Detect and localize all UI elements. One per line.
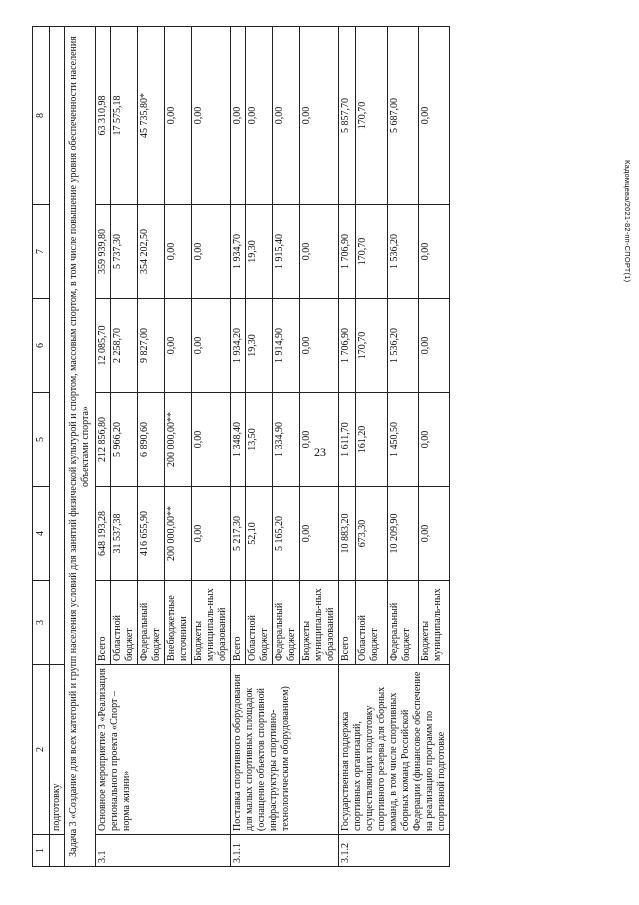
header-cell: 5 xyxy=(33,393,50,487)
table-body xyxy=(33,27,450,867)
table-row xyxy=(339,27,356,867)
page-number: 23 xyxy=(314,445,326,459)
amount-cell: 200 000,00** xyxy=(165,487,192,581)
amount-cell: 63 310,98 xyxy=(96,27,111,205)
amount-cell: 5 966,20 xyxy=(111,393,138,487)
amount-cell: 416 655,90 xyxy=(138,487,165,581)
amount-cell: 354 202,50 xyxy=(138,205,165,299)
funding-source: Федеральный бюджет xyxy=(138,581,165,665)
amount-cell: 0,00 xyxy=(165,27,192,205)
amount-cell: 1 706,90 xyxy=(339,299,356,393)
amount-cell: 45 735,80* xyxy=(138,27,165,205)
funding-source: Федеральный бюджет xyxy=(273,581,300,665)
amount-cell: 1 611,70 xyxy=(339,393,356,487)
amount-cell: 5 687,00 xyxy=(387,27,418,205)
funding-source: Федеральный бюджет xyxy=(387,581,418,665)
continuation-text: подготовку xyxy=(50,665,65,835)
amount-cell: 10 883,20 xyxy=(339,487,356,581)
header-row xyxy=(33,27,50,867)
funding-source: Областной бюджет xyxy=(111,581,138,665)
amount-cell: 1 536,20 xyxy=(387,205,418,299)
funding-source: Областной бюджет xyxy=(356,581,387,665)
row-number: 3.1.1 xyxy=(231,835,339,867)
amount-cell: 0,00 xyxy=(300,299,339,393)
header-cell: 7 xyxy=(33,205,50,299)
budget-table xyxy=(32,26,450,867)
task-row xyxy=(65,27,96,867)
funding-source: Областной бюджет xyxy=(246,581,273,665)
amount-cell: 0,00 xyxy=(231,27,246,205)
amount-cell: 0,00 xyxy=(418,487,449,581)
amount-cell: 0,00 xyxy=(192,393,231,487)
amount-cell: 0,00 xyxy=(246,27,273,205)
amount-cell: 6 890,60 xyxy=(138,393,165,487)
amount-cell: 5 737,30 xyxy=(111,205,138,299)
amount-cell: 1 934,70 xyxy=(231,205,246,299)
amount-cell: 0,00 xyxy=(300,205,339,299)
amount-cell: 5 165,20 xyxy=(273,487,300,581)
activity-title: Государственная поддержка спортивных организаций, осуществляющих подготовку спортивного резерва для сборных команд, в том числе спортивных сборных команд Российской Федерации (финансовое обеспечение на реализацию программ по спортивной подготовке xyxy=(339,665,450,835)
amount-cell: 10 209,90 xyxy=(387,487,418,581)
amount-cell: 1 914,90 xyxy=(273,299,300,393)
amount-cell: 170,70 xyxy=(356,299,387,393)
amount-cell: 0,00 xyxy=(300,393,339,487)
amount-cell: 212 856,80 xyxy=(96,393,111,487)
amount-cell: 0,00 xyxy=(192,205,231,299)
amount-cell: 200 000,00** xyxy=(165,393,192,487)
funding-source: Бюджеты муниципаль-ных xyxy=(418,581,449,665)
amount-cell: 648 193,28 xyxy=(96,487,111,581)
amount-cell: 1 536,20 xyxy=(387,299,418,393)
header-cell: 8 xyxy=(33,27,50,205)
row-number: 3.1 xyxy=(96,835,231,867)
activity-title: Основное мероприятие 3 «Реализация регионального проекта «Спорт – норма жизни» xyxy=(96,665,231,835)
amount-cell: 12 085,70 xyxy=(96,299,111,393)
activity-title: Поставка спортивного оборудования для малых спортивных площадок (оснащение объектов спортивной инфраструктуры спортивно-технологическим оборудованием) xyxy=(231,665,339,835)
amount-cell: 0,00 xyxy=(418,393,449,487)
amount-cell: 0,00 xyxy=(192,299,231,393)
empty-cell xyxy=(50,27,65,665)
amount-cell: 0,00 xyxy=(165,299,192,393)
funding-source: Бюджеты муниципаль-ных образований xyxy=(192,581,231,665)
amount-cell: 52,10 xyxy=(246,487,273,581)
amount-cell: 0,00 xyxy=(300,487,339,581)
amount-cell: 673,30 xyxy=(356,487,387,581)
amount-cell: 170,70 xyxy=(356,27,387,205)
header-cell: 6 xyxy=(33,299,50,393)
amount-cell: 0,00 xyxy=(165,205,192,299)
continuation-row xyxy=(50,27,65,867)
amount-cell: 0,00 xyxy=(192,487,231,581)
amount-cell: 161,20 xyxy=(356,393,387,487)
amount-cell: 0,00 xyxy=(418,27,449,205)
amount-cell: 31 537,38 xyxy=(111,487,138,581)
amount-cell: 170,70 xyxy=(356,205,387,299)
amount-cell: 0,00 xyxy=(192,27,231,205)
header-cell: 3 xyxy=(33,581,50,665)
amount-cell: 5 857,70 xyxy=(339,27,356,205)
header-cell: 4 xyxy=(33,487,50,581)
amount-cell: 1 348,40 xyxy=(231,393,246,487)
table-row xyxy=(231,27,246,867)
amount-cell: 0,00 xyxy=(300,27,339,205)
funding-source: Всего xyxy=(231,581,246,665)
funding-source: Всего xyxy=(96,581,111,665)
funding-source: Всего xyxy=(339,581,356,665)
amount-cell: 1 334,90 xyxy=(273,393,300,487)
table-row xyxy=(96,27,111,867)
amount-cell: 9 827,00 xyxy=(138,299,165,393)
funding-source: Бюджеты муниципаль-ных образований xyxy=(300,581,339,665)
row-number: 3.1.2 xyxy=(339,835,450,867)
empty-cell xyxy=(50,835,65,867)
amount-cell: 17 575,18 xyxy=(111,27,138,205)
amount-cell: 1 934,20 xyxy=(231,299,246,393)
header-cell: 1 xyxy=(33,835,50,867)
amount-cell: 1 915,40 xyxy=(273,205,300,299)
amount-cell: 19,30 xyxy=(246,205,273,299)
header-cell: 2 xyxy=(33,665,50,835)
amount-cell: 5 217,30 xyxy=(231,487,246,581)
funding-source: Внебюджетные источники xyxy=(165,581,192,665)
document-code: Кадомцева/2021-82-пп-СПОРТ(1) xyxy=(623,160,632,283)
amount-cell: 1 706,90 xyxy=(339,205,356,299)
amount-cell: 1 450,50 xyxy=(387,393,418,487)
amount-cell: 359 939,80 xyxy=(96,205,111,299)
amount-cell: 0,00 xyxy=(418,299,449,393)
amount-cell: 0,00 xyxy=(418,205,449,299)
amount-cell: 19,30 xyxy=(246,299,273,393)
rotated-table-container xyxy=(32,27,605,867)
task-title: Задача 3 «Создание для всех категорий и групп населения условий для занятий физической культурой и спортом, массовым спортом, в том числе повышение уровня обеспеченности населения объектами спорта» xyxy=(65,27,96,867)
amount-cell: 13,50 xyxy=(246,393,273,487)
amount-cell: 2 258,70 xyxy=(111,299,138,393)
amount-cell: 0,00 xyxy=(273,27,300,205)
